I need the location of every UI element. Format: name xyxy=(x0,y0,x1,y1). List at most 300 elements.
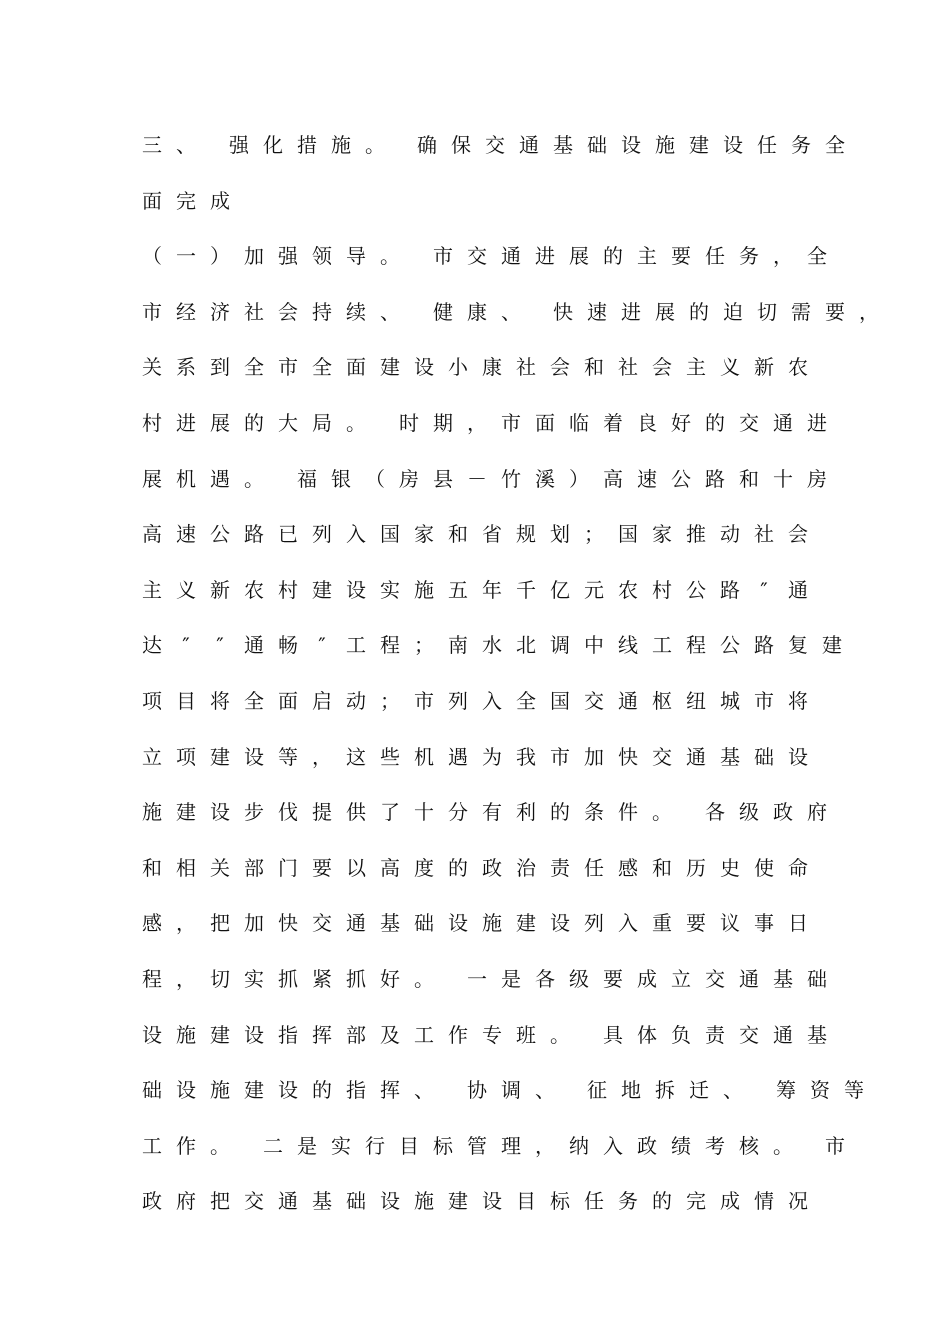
text-char: 建 xyxy=(516,911,536,936)
text-char: 核 xyxy=(739,1133,759,1158)
text-char: 纽 xyxy=(686,689,706,713)
text-char: 全 xyxy=(807,244,827,269)
text-char: 以 xyxy=(346,855,366,880)
text-char: 着 xyxy=(603,411,623,435)
text-char: 要 xyxy=(312,855,332,880)
text-char: 负 xyxy=(671,1022,691,1047)
text-char: 等 xyxy=(278,744,298,769)
text-char: 市 xyxy=(754,689,774,713)
text-char: 施 xyxy=(176,1022,196,1047)
text-char: 础 xyxy=(346,1189,366,1214)
text-char: 市 xyxy=(414,689,434,713)
text-char: ， xyxy=(467,411,487,435)
text-char: 的 xyxy=(689,299,709,324)
text-char: 政 xyxy=(482,855,502,880)
text-char: 施 xyxy=(482,911,502,936)
text-char: 农 xyxy=(244,577,264,602)
text-char: 日 xyxy=(788,911,808,936)
text-char: 动 xyxy=(720,522,740,547)
text-char: 度 xyxy=(414,855,434,880)
text-char: 的 xyxy=(448,855,468,880)
text-char: 、 xyxy=(723,1078,743,1103)
text-char: 经 xyxy=(176,299,196,324)
text-char: 展 xyxy=(142,466,162,491)
text-char: ） xyxy=(210,244,230,269)
text-char: 设 xyxy=(210,800,230,825)
text-char: 机 xyxy=(176,466,196,491)
text-char: 市 xyxy=(433,244,453,269)
text-char: 建 xyxy=(244,1078,264,1103)
text-char: 成 xyxy=(210,188,230,213)
text-char: 。 xyxy=(365,133,385,157)
text-char: 各 xyxy=(705,800,725,825)
text-char: （ xyxy=(365,466,385,491)
text-char: 的 xyxy=(312,1078,332,1103)
text-char: 部 xyxy=(346,1022,366,1047)
text-char: 。 xyxy=(652,800,672,825)
body-line xyxy=(142,241,845,271)
text-char: 建 xyxy=(312,577,332,602)
text-char: ， xyxy=(773,244,793,269)
text-char: 公 xyxy=(671,466,691,491)
text-char: ″ xyxy=(216,633,224,658)
text-char: 福 xyxy=(297,466,317,491)
text-char: 速 xyxy=(587,299,607,324)
text-char: 关 xyxy=(142,355,162,380)
text-char: 通 xyxy=(346,911,366,936)
text-char: 等 xyxy=(844,1078,864,1103)
text-char: 国 xyxy=(380,522,400,547)
text-char: 项 xyxy=(176,744,196,769)
text-char: 把 xyxy=(210,1189,230,1214)
text-char: 时 xyxy=(399,411,419,435)
text-char: 调 xyxy=(501,1078,521,1103)
text-char: 紧 xyxy=(312,967,332,991)
text-char: 领 xyxy=(312,244,332,269)
text-char: 交 xyxy=(467,244,487,269)
text-char: 设 xyxy=(788,744,808,769)
body-line xyxy=(142,519,845,549)
body-line xyxy=(142,908,845,938)
text-char: 社 xyxy=(754,522,774,547)
text-char: 的 xyxy=(705,411,725,435)
text-char: 国 xyxy=(618,522,638,547)
text-char: 千 xyxy=(516,577,536,602)
text-char: 及 xyxy=(380,1022,400,1047)
text-char: 的 xyxy=(244,411,264,435)
text-char: 要 xyxy=(603,967,623,991)
text-char: 责 xyxy=(705,1022,725,1047)
text-char: 好 xyxy=(671,411,691,435)
text-char: 临 xyxy=(569,411,589,435)
text-char: 协 xyxy=(467,1078,487,1103)
text-char: 设 xyxy=(723,133,743,157)
text-char: 会 xyxy=(278,299,298,324)
text-char: 交 xyxy=(739,411,759,435)
text-char: 水 xyxy=(482,633,502,658)
text-char: 导 xyxy=(346,244,366,269)
text-char: 全 xyxy=(825,133,845,157)
text-char: 竹 xyxy=(501,466,521,491)
text-char: 。 xyxy=(380,244,400,269)
text-char: ， xyxy=(176,967,196,991)
body-line xyxy=(142,630,845,660)
text-char: 设 xyxy=(448,911,468,936)
text-char: 础 xyxy=(414,911,434,936)
text-char: 设 xyxy=(278,1078,298,1103)
text-char: 。 xyxy=(244,466,264,491)
text-char: 列 xyxy=(448,689,468,713)
text-char: 将 xyxy=(788,689,808,713)
text-char: 筹 xyxy=(776,1078,796,1103)
text-char: 调 xyxy=(550,633,570,658)
text-char: 面 xyxy=(142,188,162,213)
text-char: 一 xyxy=(176,244,196,269)
text-char: 列 xyxy=(312,522,332,547)
text-char: 专 xyxy=(482,1022,502,1047)
text-char: 任 xyxy=(584,1189,604,1214)
text-char: 要 xyxy=(671,244,691,269)
text-char: 保 xyxy=(451,133,471,157)
text-char: 务 xyxy=(618,1189,638,1214)
text-char: 农 xyxy=(618,577,638,602)
text-char: 好 xyxy=(380,967,400,991)
text-char: 完 xyxy=(686,1189,706,1214)
text-char: 府 xyxy=(807,800,827,825)
text-char: 展 xyxy=(569,244,589,269)
text-char: 、 xyxy=(176,133,196,157)
text-char: 十 xyxy=(773,466,793,491)
text-char: 新 xyxy=(754,355,774,380)
text-char: 展 xyxy=(210,411,230,435)
text-char: 交 xyxy=(244,1189,264,1214)
text-char: ） xyxy=(569,466,589,491)
text-char: － xyxy=(467,466,487,491)
text-char: （ xyxy=(142,244,162,269)
text-char: 枢 xyxy=(652,689,672,713)
text-char: 路 xyxy=(244,522,264,547)
text-char: 的 xyxy=(550,800,570,825)
text-char: 通 xyxy=(244,633,264,658)
text-char: 实 xyxy=(380,577,400,602)
heading-line xyxy=(142,130,845,160)
text-char: ； xyxy=(380,689,400,713)
text-char: 康 xyxy=(467,299,487,324)
text-char: 畅 xyxy=(278,633,298,658)
text-char: 建 xyxy=(210,1022,230,1047)
text-char: 全 xyxy=(244,689,264,713)
text-char: 步 xyxy=(244,800,264,825)
text-char: 县 xyxy=(433,466,453,491)
body-line xyxy=(142,352,845,382)
text-char: 基 xyxy=(807,1022,827,1047)
text-char: 务 xyxy=(739,244,759,269)
text-char: 农 xyxy=(788,355,808,380)
text-char: ， xyxy=(859,299,879,324)
text-char: 入 xyxy=(482,689,502,713)
text-char: 基 xyxy=(720,744,740,769)
text-char: 村 xyxy=(278,577,298,602)
text-char: 规 xyxy=(516,522,536,547)
text-char: 政 xyxy=(637,1133,657,1158)
text-char: 通 xyxy=(501,244,521,269)
text-char: 基 xyxy=(773,967,793,991)
text-char: 期 xyxy=(433,411,453,435)
text-char: 市 xyxy=(278,355,298,380)
text-char: 会 xyxy=(788,522,808,547)
text-char: 设 xyxy=(621,133,641,157)
text-char: 目 xyxy=(399,1133,419,1158)
text-char: 使 xyxy=(754,855,774,880)
text-char: 交 xyxy=(485,133,505,157)
text-char: 面 xyxy=(346,355,366,380)
text-char: 把 xyxy=(210,911,230,936)
text-char: 程 xyxy=(142,967,162,991)
text-char: 是 xyxy=(297,1133,317,1158)
text-char: 大 xyxy=(278,411,298,435)
text-char: 面 xyxy=(278,689,298,713)
text-char: 康 xyxy=(482,355,502,380)
text-char: 为 xyxy=(482,744,502,769)
text-char: 理 xyxy=(501,1133,521,1158)
text-char: 、 xyxy=(535,1078,555,1103)
body-line xyxy=(142,686,845,716)
text-char: 社 xyxy=(244,299,264,324)
text-char: 机 xyxy=(414,744,434,769)
text-char: 础 xyxy=(142,1078,162,1103)
text-char: 级 xyxy=(739,800,759,825)
text-char: 到 xyxy=(210,355,230,380)
text-char: 入 xyxy=(603,1133,623,1158)
text-char: 会 xyxy=(550,355,570,380)
text-char: 、 xyxy=(380,299,400,324)
text-char: 工 xyxy=(346,633,366,658)
text-char: 已 xyxy=(278,522,298,547)
text-char: 目 xyxy=(516,1189,536,1214)
body-line xyxy=(142,1075,864,1105)
text-char: 南 xyxy=(448,633,468,658)
text-char: 重 xyxy=(652,911,672,936)
text-char: 史 xyxy=(720,855,740,880)
text-char: 程 xyxy=(686,633,706,658)
text-char: 我 xyxy=(516,744,536,769)
text-char: 国 xyxy=(550,689,570,713)
text-char: 建 xyxy=(448,1189,468,1214)
text-char: 命 xyxy=(788,855,808,880)
text-char: 速 xyxy=(176,522,196,547)
text-char: 些 xyxy=(380,744,400,769)
text-char: 措 xyxy=(297,133,317,157)
text-char: 银 xyxy=(331,466,351,491)
text-char: 要 xyxy=(825,299,845,324)
text-char: 进 xyxy=(807,411,827,435)
text-char: 。 xyxy=(550,1022,570,1047)
text-char: 强 xyxy=(278,244,298,269)
text-char: 全 xyxy=(516,689,536,713)
text-char: 供 xyxy=(346,800,366,825)
text-char: 面 xyxy=(535,411,555,435)
text-char: 公 xyxy=(720,633,740,658)
text-char: 项 xyxy=(142,689,162,713)
text-char: 省 xyxy=(482,522,502,547)
text-char: 路 xyxy=(754,633,774,658)
text-char: 局 xyxy=(312,411,332,435)
text-char: 中 xyxy=(584,633,604,658)
text-char: 感 xyxy=(142,911,162,936)
text-char: 抓 xyxy=(346,967,366,991)
text-char: 件 xyxy=(618,800,638,825)
text-char: ″ xyxy=(318,633,326,658)
text-char: 建 xyxy=(689,133,709,157)
text-char: 立 xyxy=(142,744,162,769)
text-char: 实 xyxy=(331,1133,351,1158)
text-char: 况 xyxy=(788,1189,808,1214)
body-line xyxy=(142,1186,845,1216)
text-char: 程 xyxy=(380,633,400,658)
text-char: 历 xyxy=(686,855,706,880)
text-char: 班 xyxy=(516,1022,536,1047)
text-char: ； xyxy=(414,633,434,658)
text-char: 线 xyxy=(618,633,638,658)
text-char: 交 xyxy=(584,689,604,713)
text-char: 施 xyxy=(414,577,434,602)
text-char: 通 xyxy=(618,689,638,713)
text-char: 施 xyxy=(210,1078,230,1103)
text-char: 这 xyxy=(346,744,366,769)
text-char: 和 xyxy=(448,522,468,547)
text-char: 政 xyxy=(142,1189,162,1214)
text-char: 亿 xyxy=(550,577,570,602)
text-char: 体 xyxy=(637,1022,657,1047)
text-char: 确 xyxy=(417,133,437,157)
text-char: 元 xyxy=(584,577,604,602)
text-char: 通 xyxy=(519,133,539,157)
text-char: 速 xyxy=(637,466,657,491)
text-char: 地 xyxy=(621,1078,641,1103)
heading-line xyxy=(142,186,845,216)
text-char: 建 xyxy=(176,800,196,825)
text-char: 通 xyxy=(773,411,793,435)
text-char: 义 xyxy=(720,355,740,380)
text-char: 作 xyxy=(448,1022,468,1047)
text-char: 二 xyxy=(263,1133,283,1158)
text-char: 有 xyxy=(482,800,502,825)
text-char: 市 xyxy=(550,744,570,769)
text-char: ， xyxy=(535,1133,555,1158)
text-char: 主 xyxy=(142,577,162,602)
text-char: 主 xyxy=(686,355,706,380)
text-char: 主 xyxy=(637,244,657,269)
text-char: 作 xyxy=(176,1133,196,1158)
text-char: 条 xyxy=(584,800,604,825)
text-char: 具 xyxy=(603,1022,623,1047)
text-char: 纳 xyxy=(569,1133,589,1158)
text-char: 施 xyxy=(655,133,675,157)
text-char: 社 xyxy=(618,355,638,380)
text-char: 设 xyxy=(482,1189,502,1214)
text-char: 工 xyxy=(142,1133,162,1158)
text-char: 市 xyxy=(825,1133,845,1158)
text-char: 管 xyxy=(467,1133,487,1158)
text-char: 府 xyxy=(176,1189,196,1214)
text-char: 施 xyxy=(414,1189,434,1214)
text-char: 建 xyxy=(210,744,230,769)
text-char: 济 xyxy=(210,299,230,324)
text-char: 溪 xyxy=(535,466,555,491)
text-char: 推 xyxy=(686,522,706,547)
body-line xyxy=(142,1020,845,1050)
text-char: 高 xyxy=(142,522,162,547)
text-char: 北 xyxy=(516,633,536,658)
text-char: 市 xyxy=(142,299,162,324)
text-char: 和 xyxy=(142,855,162,880)
text-char: 设 xyxy=(414,355,434,380)
text-char: 快 xyxy=(553,299,573,324)
text-char: 将 xyxy=(210,689,230,713)
text-char: 实 xyxy=(244,967,264,991)
text-char: 全 xyxy=(312,355,332,380)
text-char: 交 xyxy=(705,967,725,991)
text-char: 挥 xyxy=(312,1022,332,1047)
text-char: 达 xyxy=(142,633,162,658)
body-line xyxy=(142,408,845,438)
text-char: 指 xyxy=(346,1078,366,1103)
text-char: 础 xyxy=(587,133,607,157)
text-char: 一 xyxy=(467,967,487,991)
text-char: 房 xyxy=(807,466,827,491)
text-char: 事 xyxy=(754,911,774,936)
text-char: 加 xyxy=(244,244,264,269)
text-char: 挥 xyxy=(380,1078,400,1103)
text-char: 门 xyxy=(278,855,298,880)
text-char: 遇 xyxy=(210,466,230,491)
text-char: ， xyxy=(312,744,332,769)
text-char: 交 xyxy=(312,911,332,936)
text-char: 切 xyxy=(757,299,777,324)
text-char: 续 xyxy=(346,299,366,324)
text-char: 工 xyxy=(652,633,672,658)
text-char: 交 xyxy=(652,744,672,769)
text-char: 持 xyxy=(312,299,332,324)
text-char: 健 xyxy=(433,299,453,324)
text-char: 。 xyxy=(773,1133,793,1158)
text-char: 工 xyxy=(414,1022,434,1047)
body-line xyxy=(142,464,845,494)
text-char: 入 xyxy=(346,522,366,547)
text-char: 。 xyxy=(414,967,434,991)
text-char: 绩 xyxy=(671,1133,691,1158)
text-char: 础 xyxy=(754,744,774,769)
text-char: 设 xyxy=(142,1022,162,1047)
text-char: 抓 xyxy=(278,967,298,991)
text-char: 通 xyxy=(773,1022,793,1047)
text-char: 要 xyxy=(686,911,706,936)
text-char: 。 xyxy=(210,1133,230,1158)
text-char: 完 xyxy=(176,188,196,213)
text-char: 进 xyxy=(535,244,555,269)
text-char: 家 xyxy=(414,522,434,547)
text-char: 房 xyxy=(399,466,419,491)
text-char: 任 xyxy=(584,855,604,880)
text-char: 设 xyxy=(244,744,264,769)
text-char: 、 xyxy=(501,299,521,324)
text-char: 任 xyxy=(705,244,725,269)
text-char: 建 xyxy=(822,633,842,658)
text-char: 快 xyxy=(278,911,298,936)
text-char: ″ xyxy=(760,577,768,602)
text-char: 切 xyxy=(210,967,230,991)
text-char: 基 xyxy=(553,133,573,157)
